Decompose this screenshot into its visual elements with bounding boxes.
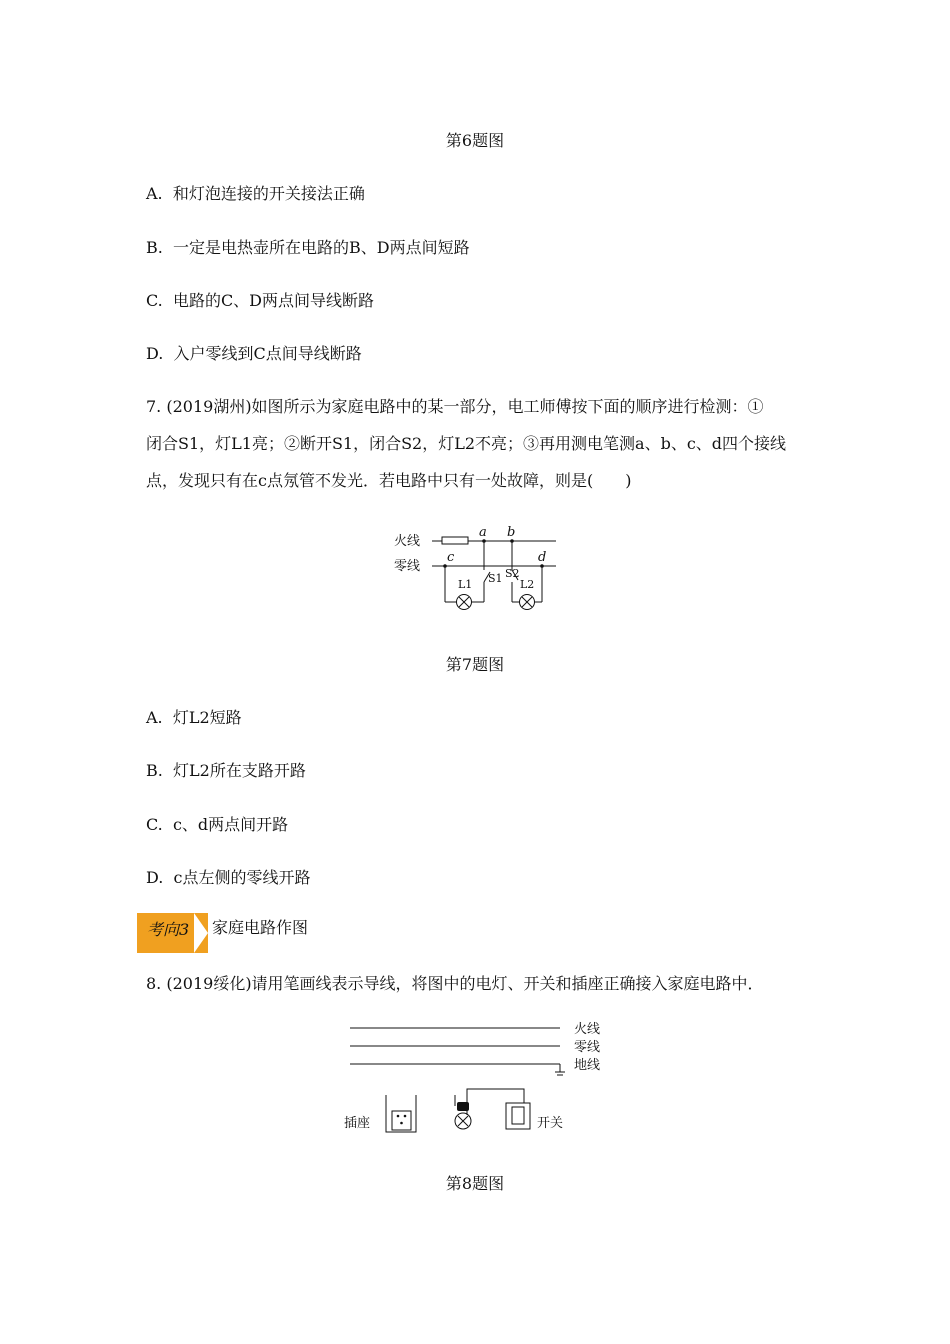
q7-figure-caption: 第7题图 [445,655,505,674]
live-wire-label: 火线 [394,534,421,549]
q6-option-a[interactable] [146,181,365,204]
point-d-label: d [538,550,547,565]
switch-label: 开关 [537,1116,564,1131]
q7-stem-line-1: 7. (2019湖州)如图所示为家庭电路中的某一部分，电工师傅按下面的顺序进行检测：① [146,397,764,416]
option-text: 灯L2所在支路开路 [173,761,306,780]
q7-stem-line-3: 点，发现只有在c点氖管不发光．若电路中只有一处故障，则是( ) [146,471,632,490]
socket-label: 插座 [344,1116,371,1131]
q7-option-d[interactable] [146,865,310,888]
option-letter: A. [146,184,163,203]
neutral-wire-label: 零线 [574,1040,601,1055]
neutral-wire-label: 零线 [394,559,421,574]
option-text: 和灯泡连接的开关接法正确 [172,184,365,203]
option-letter: A. [146,708,163,727]
socket-icon [392,1111,411,1130]
section-badge-label: 考向3 [147,920,190,939]
q8-figure-caption: 第8题图 [445,1174,505,1193]
q7-option-a[interactable] [146,705,242,728]
option-text: c点左侧的零线开路 [173,868,311,887]
lamp-l1-label: L1 [458,578,473,591]
point-b-label: b [507,525,516,540]
option-text: 入户零线到C点间导线断路 [173,344,362,363]
option-letter: B. [146,761,163,780]
q6-figure-caption: 第6题图 [445,131,505,150]
q6-option-b[interactable] [146,235,470,258]
point-c-label: c [447,550,455,565]
option-letter: D. [146,344,164,363]
q8-wiring-diagram [340,1015,610,1140]
option-text: 电路的C、D两点间导线断路 [172,291,375,310]
q6-option-c[interactable] [146,288,374,311]
q7-stem-line-2: 闭合S1，灯L1亮；②断开S1，闭合S2，灯L2不亮；③再用测电笔测a、b、c、d四个接线 [146,434,787,453]
q7-stem [146,388,826,499]
lamp-l2-label: L2 [520,578,535,591]
switch-s1-label: S1 [488,572,503,585]
q7-option-b[interactable] [146,758,306,781]
option-text: 灯L2短路 [172,708,242,727]
option-letter: C. [146,291,163,310]
q8-stem: 8. (2019绥化)请用笔画线表示导线，将图中的电灯、开关和插座正确接入家庭电路中． [146,974,764,993]
option-letter: D. [146,868,164,887]
option-text: c、d两点间开路 [172,815,289,834]
switch-s2-label: S2 [505,567,520,580]
q7-circuit-diagram [380,522,580,614]
section-badge-notch [194,913,208,953]
ground-wire-label: 地线 [574,1058,601,1073]
point-a-label: a [479,525,487,540]
section-title: 家庭电路作图 [212,918,309,937]
lamp-holder-icon [457,1102,469,1111]
option-text: 一定是电热壶所在电路的B、D两点间短路 [173,238,470,257]
q7-option-c[interactable] [146,812,288,835]
live-wire-label: 火线 [574,1022,601,1037]
option-letter: C. [146,815,163,834]
q6-option-d[interactable] [146,341,362,364]
option-letter: B. [146,238,163,257]
fuse-icon [442,537,468,544]
